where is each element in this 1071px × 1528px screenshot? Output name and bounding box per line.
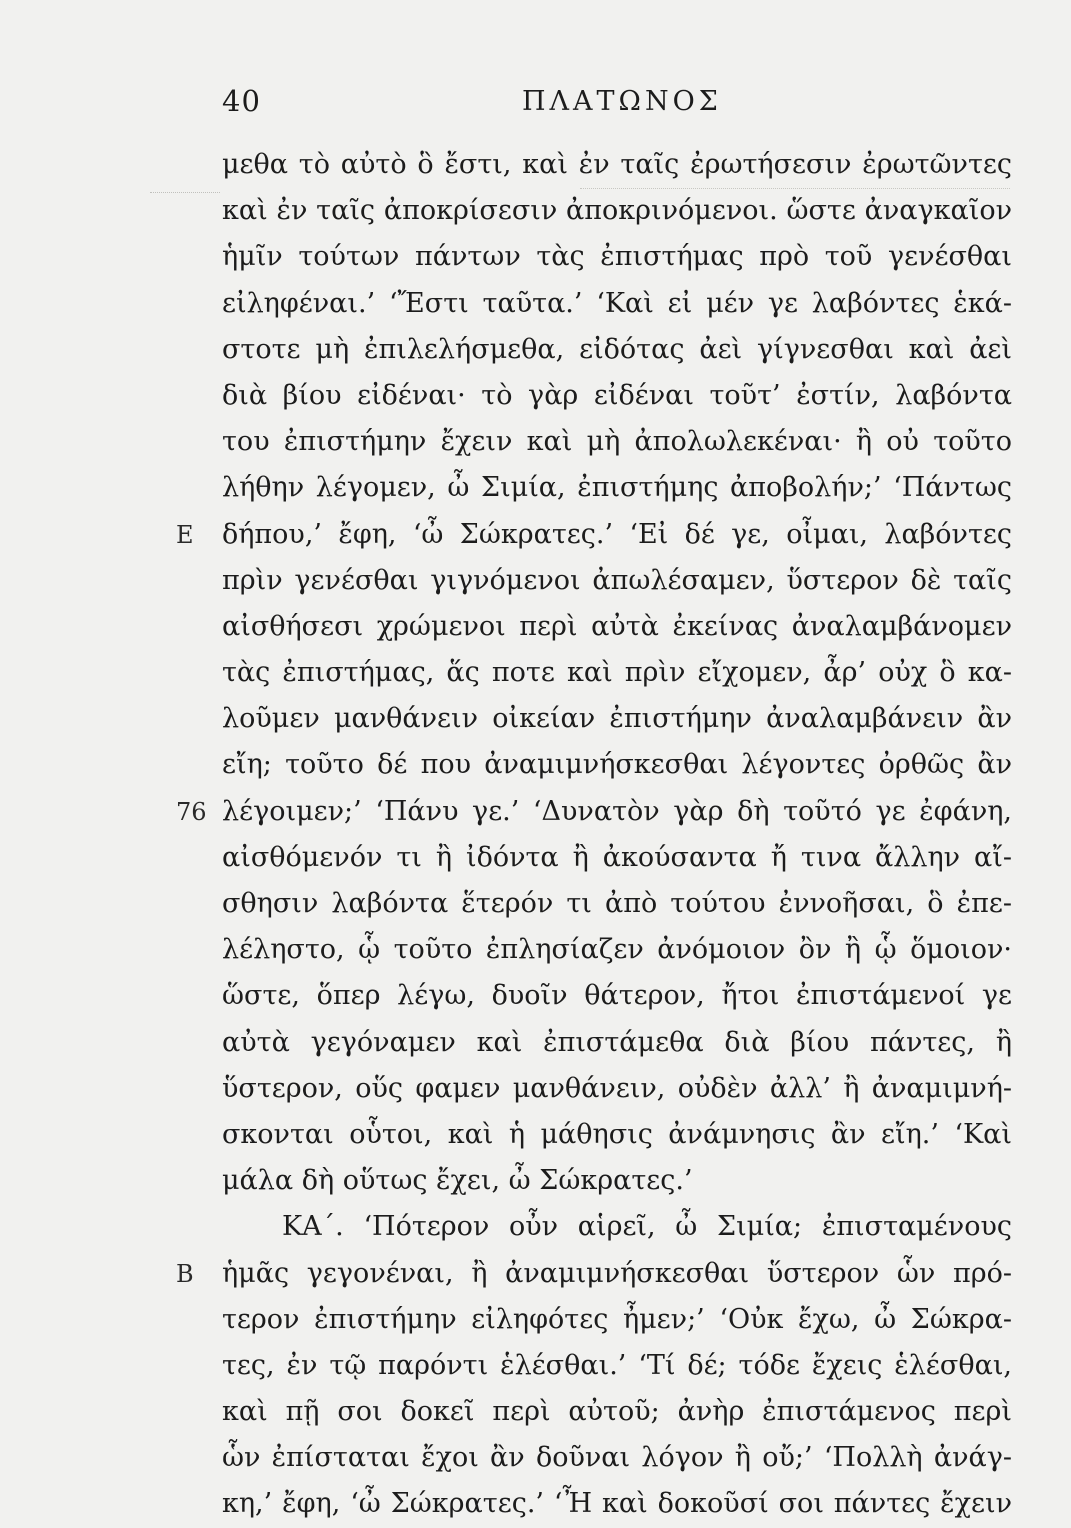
text-line	[222, 1204, 1012, 1250]
line-text: καὶ ἐν ταῖς ἀποκρίσεσιν ἀποκρινόμενοι. ὥστε ἀναγκαῖον	[222, 195, 1012, 227]
line-text: ΚΑ΄. ‘Πότερον οὖν αἱρεῖ, ὦ Σιμία; ἐπισταμένους	[282, 1211, 1012, 1243]
line-text: λέγοιμεν;’ ‘Πάνυ γε.’ ‘Δυνατὸν γὰρ δὴ τοῦτό γε ἐφάνη,	[222, 795, 1012, 827]
text-line	[222, 465, 1012, 511]
line-text: αἰσθήσεσι χρώμενοι περὶ αὐτὰ ἐκείνας ἀναλαμβάνομεν	[222, 610, 1012, 642]
line-text: ὕστερον, οὕς φαμεν μανθάνειν, οὐδὲν ἀλλ’ ἢ ἀναμιμνή-	[222, 1072, 1012, 1104]
text-line	[222, 604, 1012, 650]
text-line	[222, 558, 1012, 604]
text-line	[222, 1066, 1012, 1112]
text-line	[176, 512, 1012, 558]
text-line	[222, 1112, 1012, 1158]
text-line	[222, 881, 1012, 927]
main-text	[176, 142, 1012, 1528]
text-line	[222, 1343, 1012, 1389]
text-line	[222, 373, 1012, 419]
running-title: ΠΛΑΤΩΝΟΣ	[522, 86, 722, 117]
text-line	[222, 281, 1012, 327]
line-text: κη,’ ἔφη, ‘ὦ Σώκρατες.’ ‘Ἦ καὶ δοκοῦσί σοι πάντες ἔχειν	[222, 1488, 1012, 1520]
line-text: ἡμᾶς γεγονέναι, ἢ ἀναμιμνήσκεσθαι ὕστερον ὧν πρό-	[222, 1257, 1012, 1289]
line-text: καὶ πῇ σοι δοκεῖ περὶ αὐτοῦ; ἀνὴρ ἐπιστάμενος περὶ	[222, 1396, 1012, 1428]
text-line	[222, 419, 1012, 465]
text-line	[222, 1020, 1012, 1066]
text-line	[222, 742, 1012, 788]
text-line	[222, 973, 1012, 1019]
text-line	[222, 1158, 1012, 1204]
line-text: εἴη; τοῦτο δέ που ἀναμιμνήσκεσθαι λέγοντες ὀρθῶς ἂν	[222, 749, 1012, 781]
text-line	[222, 1389, 1012, 1435]
line-text: αὐτὰ γεγόναμεν καὶ ἐπιστάμεθα διὰ βίου πάντες, ἢ	[222, 1026, 1012, 1058]
text-line	[222, 327, 1012, 373]
text-line	[222, 835, 1012, 881]
line-text: στοτε μὴ ἐπιλελήσμεθα, εἰδότας ἀεὶ γίγνεσθαι καὶ ἀεὶ	[222, 333, 1012, 365]
line-text: μεθα τὸ αὐτὸ ὃ ἔστι, καὶ ἐν ταῖς ἐρωτήσεσιν ἐρωτῶντες	[222, 149, 1012, 180]
line-text: λοῦμεν μανθάνειν οἰκείαν ἐπιστήμην ἀναλαμβάνειν ἂν	[222, 703, 1012, 735]
page-number: 40	[222, 84, 261, 118]
text-line	[222, 188, 1012, 234]
text-line	[222, 650, 1012, 696]
text-line	[176, 1251, 1012, 1297]
line-text: διὰ βίου εἰδέναι· τὸ γὰρ εἰδέναι τοῦτ’ ἐστίν, λαβόντα	[222, 379, 1012, 411]
line-text: τες, ἐν τῷ παρόντι ἑλέσθαι.’ ‘Τί δέ; τόδε ἔχεις ἑλέσθαι,	[222, 1349, 1012, 1381]
line-text: αἰσθόμενόν τι ἢ ἰδόντα ἢ ἀκούσαντα ἤ τινα ἄλλην αἴ-	[222, 841, 1012, 873]
line-text: ἡμῖν τούτων πάντων τὰς ἐπιστήμας πρὸ τοῦ γενέσθαι	[222, 241, 1012, 273]
text-line	[222, 927, 1012, 973]
line-text: του ἐπιστήμην ἔχειν καὶ μὴ ἀπολωλεκέναι· ἢ οὐ τοῦτο	[222, 426, 1012, 458]
text-line	[222, 142, 1012, 188]
text-line	[222, 234, 1012, 280]
line-text: σκονται οὗτοι, καὶ ἡ μάθησις ἀνάμνησις ἂν εἴη.’ ‘Καὶ	[222, 1118, 1012, 1150]
pencil-annotation	[150, 178, 220, 193]
text-line	[222, 696, 1012, 742]
text-line	[222, 1481, 1012, 1527]
line-text: μάλα δὴ οὕτως ἔχει, ὦ Σώκρατες.’	[222, 1165, 693, 1197]
line-text: τερον ἐπιστήμην εἰληφότες ἦμεν;’ ‘Οὐκ ἔχω, ὦ Σώκρα-	[222, 1303, 1012, 1335]
line-text: ὧν ἐπίσταται ἔχοι ἂν δοῦναι λόγον ἢ οὔ;’ ‘Πολλὴ ἀνάγ-	[222, 1442, 1012, 1474]
line-text: λήθην λέγομεν, ὦ Σιμία, ἐπιστήμης ἀποβολήν;’ ‘Πάντως	[222, 472, 1012, 504]
stephanus-marker: 76	[176, 797, 207, 826]
stephanus-marker: E	[176, 520, 194, 549]
running-head	[222, 84, 1012, 124]
line-text: σθησιν λαβόντα ἕτερόν τι ἀπὸ τούτου ἐννοῆσαι, ὃ ἐπε-	[222, 888, 1012, 919]
line-text: τὰς ἐπιστήμας, ἅς ποτε καὶ πρὶν εἴχομεν, ἆρ’ οὐχ ὃ κα-	[222, 657, 1012, 689]
text-line	[176, 789, 1012, 835]
text-line	[222, 1435, 1012, 1481]
line-text: εἰληφέναι.’ ‘Ἔστι ταῦτα.’ ‘Καὶ εἰ μέν γε λαβόντες ἑκά-	[222, 287, 1012, 319]
line-text: πρὶν γενέσθαι γιγνόμενοι ἀπωλέσαμεν, ὕστερον δὲ ταῖς	[222, 564, 1012, 596]
line-text: δήπου,’ ἔφη, ‘ὦ Σώκρατες.’ ‘Εἰ δέ γε, οἶμαι, λαβόντες	[222, 518, 1012, 550]
line-text: ὥστε, ὅπερ λέγω, δυοῖν θάτερον, ἤτοι ἐπιστάμενοί γε	[222, 980, 1012, 1012]
line-text: λέληστο, ᾧ τοῦτο ἐπλησίαζεν ἀνόμοιον ὂν ἢ ᾧ ὅμοιον·	[222, 934, 1012, 966]
text-line	[222, 1297, 1012, 1343]
stephanus-marker: B	[176, 1259, 194, 1288]
